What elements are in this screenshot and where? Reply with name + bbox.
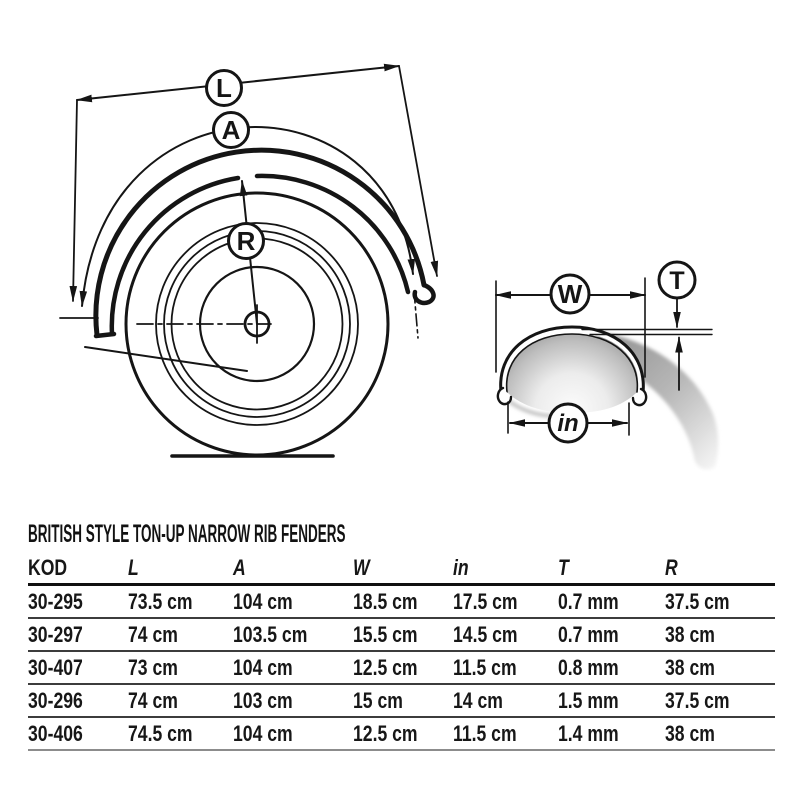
fender-inner-edge-left — [112, 178, 238, 334]
value-cell: 0.7 mm — [558, 618, 665, 651]
kod-cell: 30-295 — [28, 585, 128, 619]
page-title-text: BRITISH STYLE TON-UP NARROW RIB FENDERS — [28, 520, 346, 548]
value-cell: 15.5 cm — [353, 618, 453, 651]
value-cell: 14.5 cm — [453, 618, 558, 651]
table-row — [28, 585, 775, 619]
value-cell: 73.5 cm — [128, 585, 233, 619]
fender-side-view-diagram — [60, 66, 437, 456]
column-header-l: L — [128, 552, 233, 585]
value-cell: 12.5 cm — [353, 651, 453, 684]
fender-end-cap-left — [96, 334, 114, 336]
kod-cell: 30-407 — [28, 651, 128, 684]
value-cell: 38 cm — [665, 651, 775, 684]
table-row — [28, 717, 775, 750]
value-cell: 17.5 cm — [453, 585, 558, 619]
value-cell: 18.5 cm — [353, 585, 453, 619]
page-title — [28, 521, 616, 547]
value-cell: 0.8 mm — [558, 651, 665, 684]
value-cell: 38 cm — [665, 618, 775, 651]
column-header-kod: KOD — [28, 552, 128, 585]
column-header-r: R — [665, 552, 775, 585]
label-l-text: L — [216, 73, 232, 103]
value-cell: 104 cm — [233, 717, 353, 750]
value-cell: 14 cm — [453, 684, 558, 717]
value-cell: 73 cm — [128, 651, 233, 684]
fender-size-table — [28, 552, 775, 751]
column-header-in: in — [453, 552, 558, 585]
value-cell: 74.5 cm — [128, 717, 233, 750]
label-t-text: T — [669, 267, 685, 295]
extension-line-left — [73, 100, 77, 301]
label-r-text: R — [236, 226, 256, 256]
value-cell: 38 cm — [665, 717, 775, 750]
table-header — [28, 552, 775, 585]
value-cell: 1.5 mm — [558, 684, 665, 717]
value-cell: 103.5 cm — [233, 618, 353, 651]
column-header-a: A — [233, 552, 353, 585]
label-a-text: A — [221, 115, 241, 145]
value-cell: 37.5 cm — [665, 684, 775, 717]
value-cell: 74 cm — [128, 618, 233, 651]
header-row — [28, 552, 775, 585]
extension-line-right — [399, 66, 437, 276]
table-row — [28, 618, 775, 651]
kod-cell: 30-296 — [28, 684, 128, 717]
label-in-text: in — [557, 410, 579, 437]
kod-cell: 30-297 — [28, 618, 128, 651]
value-cell: 37.5 cm — [665, 585, 775, 619]
fender-table-body — [28, 585, 775, 751]
value-cell: 104 cm — [233, 651, 353, 684]
column-header-t: T — [558, 552, 665, 585]
value-cell: 104 cm — [233, 585, 353, 619]
kod-cell: 30-406 — [28, 717, 128, 750]
value-cell: 74 cm — [128, 684, 233, 717]
table-row — [28, 684, 775, 717]
value-cell: 0.7 mm — [558, 585, 665, 619]
fender-cross-section-diagram — [496, 262, 718, 469]
value-cell: 103 cm — [233, 684, 353, 717]
value-cell: 11.5 cm — [453, 651, 558, 684]
value-cell: 1.4 mm — [558, 717, 665, 750]
value-cell: 11.5 cm — [453, 717, 558, 750]
column-header-w: W — [353, 552, 453, 585]
value-cell: 15 cm — [353, 684, 453, 717]
value-cell: 12.5 cm — [353, 717, 453, 750]
table-row — [28, 651, 775, 684]
label-w-text: W — [557, 279, 583, 309]
fender-rolled-lip-right — [415, 285, 434, 303]
